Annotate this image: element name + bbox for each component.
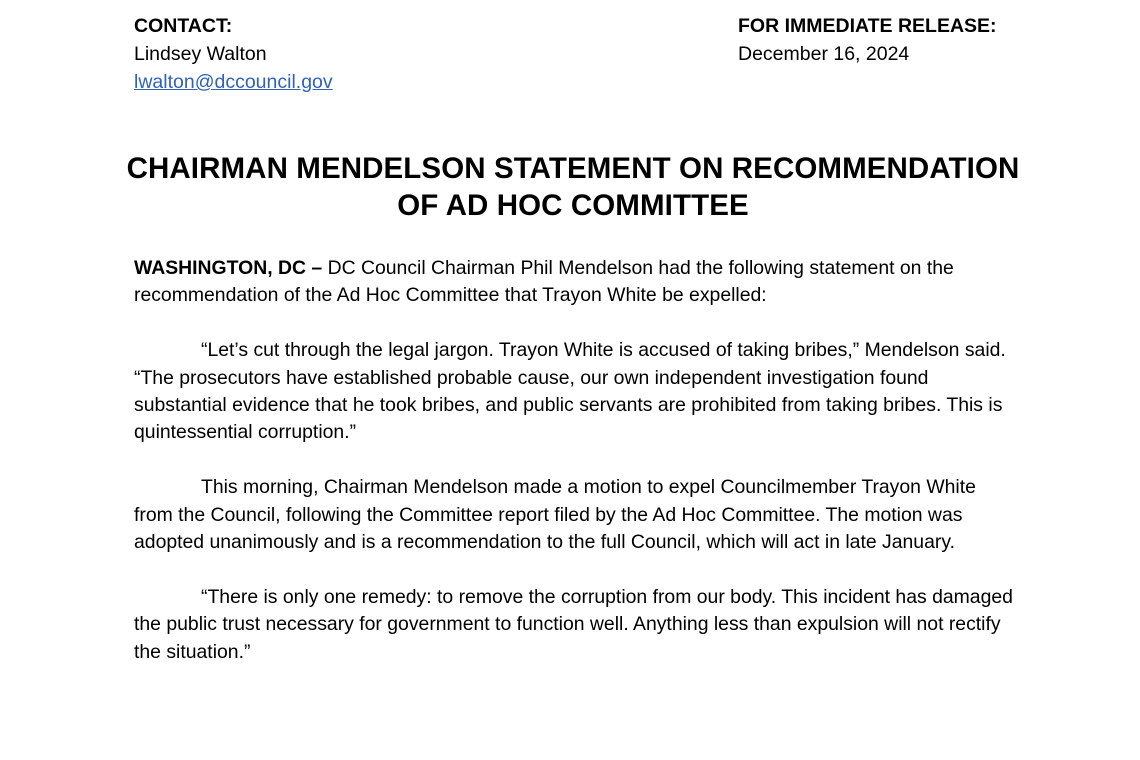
headline-line-1: CHAIRMAN MENDELSON STATEMENT ON RECOMMENDATION <box>126 152 1020 185</box>
intro-paragraph <box>134 255 1014 310</box>
quote-paragraph-2: “There is only one remedy: to remove the corruption from our body. This incident has damaged the public trust necessary for government to function well. Anything less than expulsion will not rectify the situation.” <box>134 585 1013 663</box>
contact-block <box>134 12 333 96</box>
contact-label: CONTACT: <box>134 15 233 37</box>
release-date: December 16, 2024 <box>738 43 910 65</box>
contact-name: Lindsey Walton <box>134 43 267 65</box>
headline <box>0 150 1140 224</box>
quote-paragraph-1: “Let’s cut through the legal jargon. Trayon White is accused of taking bribes,” Mendelson said. “The prosecutors have established probable cause, our own independent investigation found substantial evidence that he took bribes, and public servants are prohibited from taking bribes. This is quintessential corruption.” <box>134 339 1006 444</box>
motion-paragraph: This morning, Chairman Mendelson made a motion to expel Councilmember Trayon White from the Council, following the Committee report filed by the Ad Hoc Committee. The motion was adopted unanimously and is a recommendation to the full Council, which will act in late January. <box>134 476 976 554</box>
dateline: WASHINGTON, DC – <box>134 257 323 279</box>
intro-text: DC Council Chairman Phil Mendelson had the following statement on the recommendation of the Ad Hoc Committee that Trayon White be expelled: <box>134 257 954 307</box>
release-label: FOR IMMEDIATE RELEASE: <box>738 15 997 37</box>
headline-line-2: OF AD HOC COMMITTEE <box>397 189 749 222</box>
release-body <box>134 255 1014 693</box>
contact-email-link[interactable]: lwalton@dccouncil.gov <box>134 71 333 93</box>
release-block <box>738 12 997 68</box>
